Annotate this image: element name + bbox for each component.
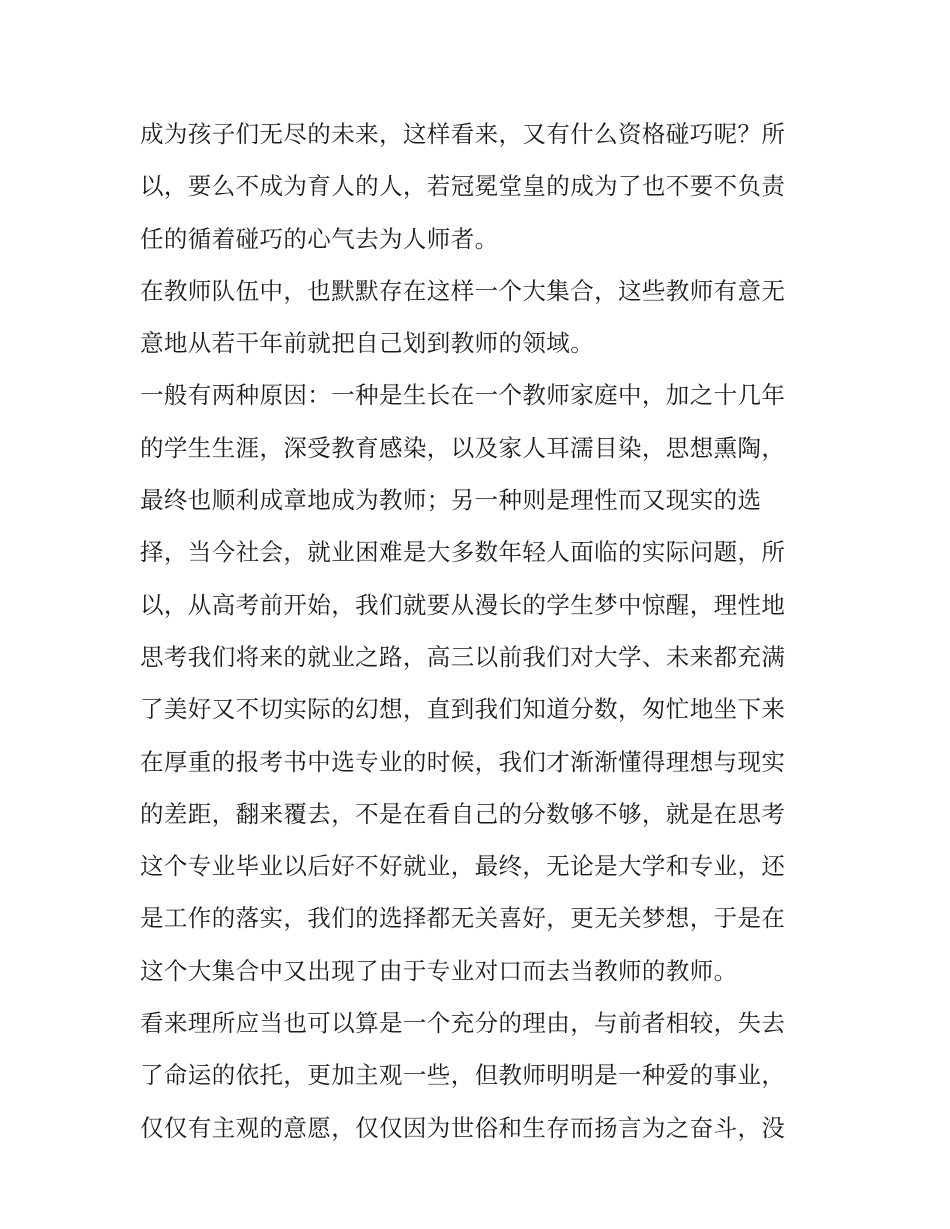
text-line: 的学生生涯，深受教育感染，以及家人耳濡目染，思想熏陶， bbox=[140, 433, 786, 462]
text-line: 的差距，翻来覆去，不是在看自己的分数够不够，就是在思考 bbox=[140, 799, 786, 828]
text-line: 以，从高考前开始，我们就要从漫长的学生梦中惊醒，理性地 bbox=[140, 590, 786, 619]
text-line: 这个大集合中又出现了由于专业对口而去当教师的教师。 bbox=[140, 956, 738, 985]
text-line: 思考我们将来的就业之路，高三以前我们对大学、未来都充满 bbox=[140, 642, 786, 671]
text-line: 这个专业毕业以后好不好就业，最终，无论是大学和专业，还 bbox=[140, 852, 786, 881]
text-line: 一般有两种原因：一种是生长在一个教师家庭中，加之十几年 bbox=[140, 381, 786, 410]
text-line: 成为孩子们无尽的未来，这样看来，又有什么资格碰巧呢？所 bbox=[140, 120, 786, 148]
text-line: 以，要么不成为育人的人，若冠冕堂皇的成为了也不要不负责 bbox=[140, 172, 786, 201]
text-line: 了美好又不切实际的幻想，直到我们知道分数，匆忙地坐下来 bbox=[140, 695, 786, 724]
text-line: 在厚重的报考书中选专业的时候，我们才渐渐懂得理想与现实 bbox=[140, 747, 786, 776]
text-line: 了命运的依托，更加主观一些，但教师明明是一种爱的事业， bbox=[140, 1061, 786, 1090]
text-line: 仅仅有主观的意愿，仅仅因为世俗和生存而扬言为之奋斗，没 bbox=[140, 1113, 786, 1142]
text-line: 择，当今社会，就业困难是大多数年轻人面临的实际问题，所 bbox=[140, 538, 786, 567]
text-line: 在教师队伍中，也默默存在这样一个大集合，这些教师有意无 bbox=[140, 276, 786, 305]
text-line: 最终也顺利成章地成为教师；另一种则是理性而又现实的选 bbox=[140, 486, 762, 515]
body-text bbox=[140, 108, 820, 1154]
text-line: 看来理所应当也可以算是一个充分的理由，与前者相较，失去 bbox=[140, 1009, 786, 1038]
text-line: 意地从若干年前就把自己划到教师的领域。 bbox=[140, 329, 595, 358]
text-line: 是工作的落实，我们的选择都无关喜好，更无关梦想，于是在 bbox=[140, 904, 786, 933]
text-line: 任的循着碰巧的心气去为人师者。 bbox=[140, 224, 499, 253]
